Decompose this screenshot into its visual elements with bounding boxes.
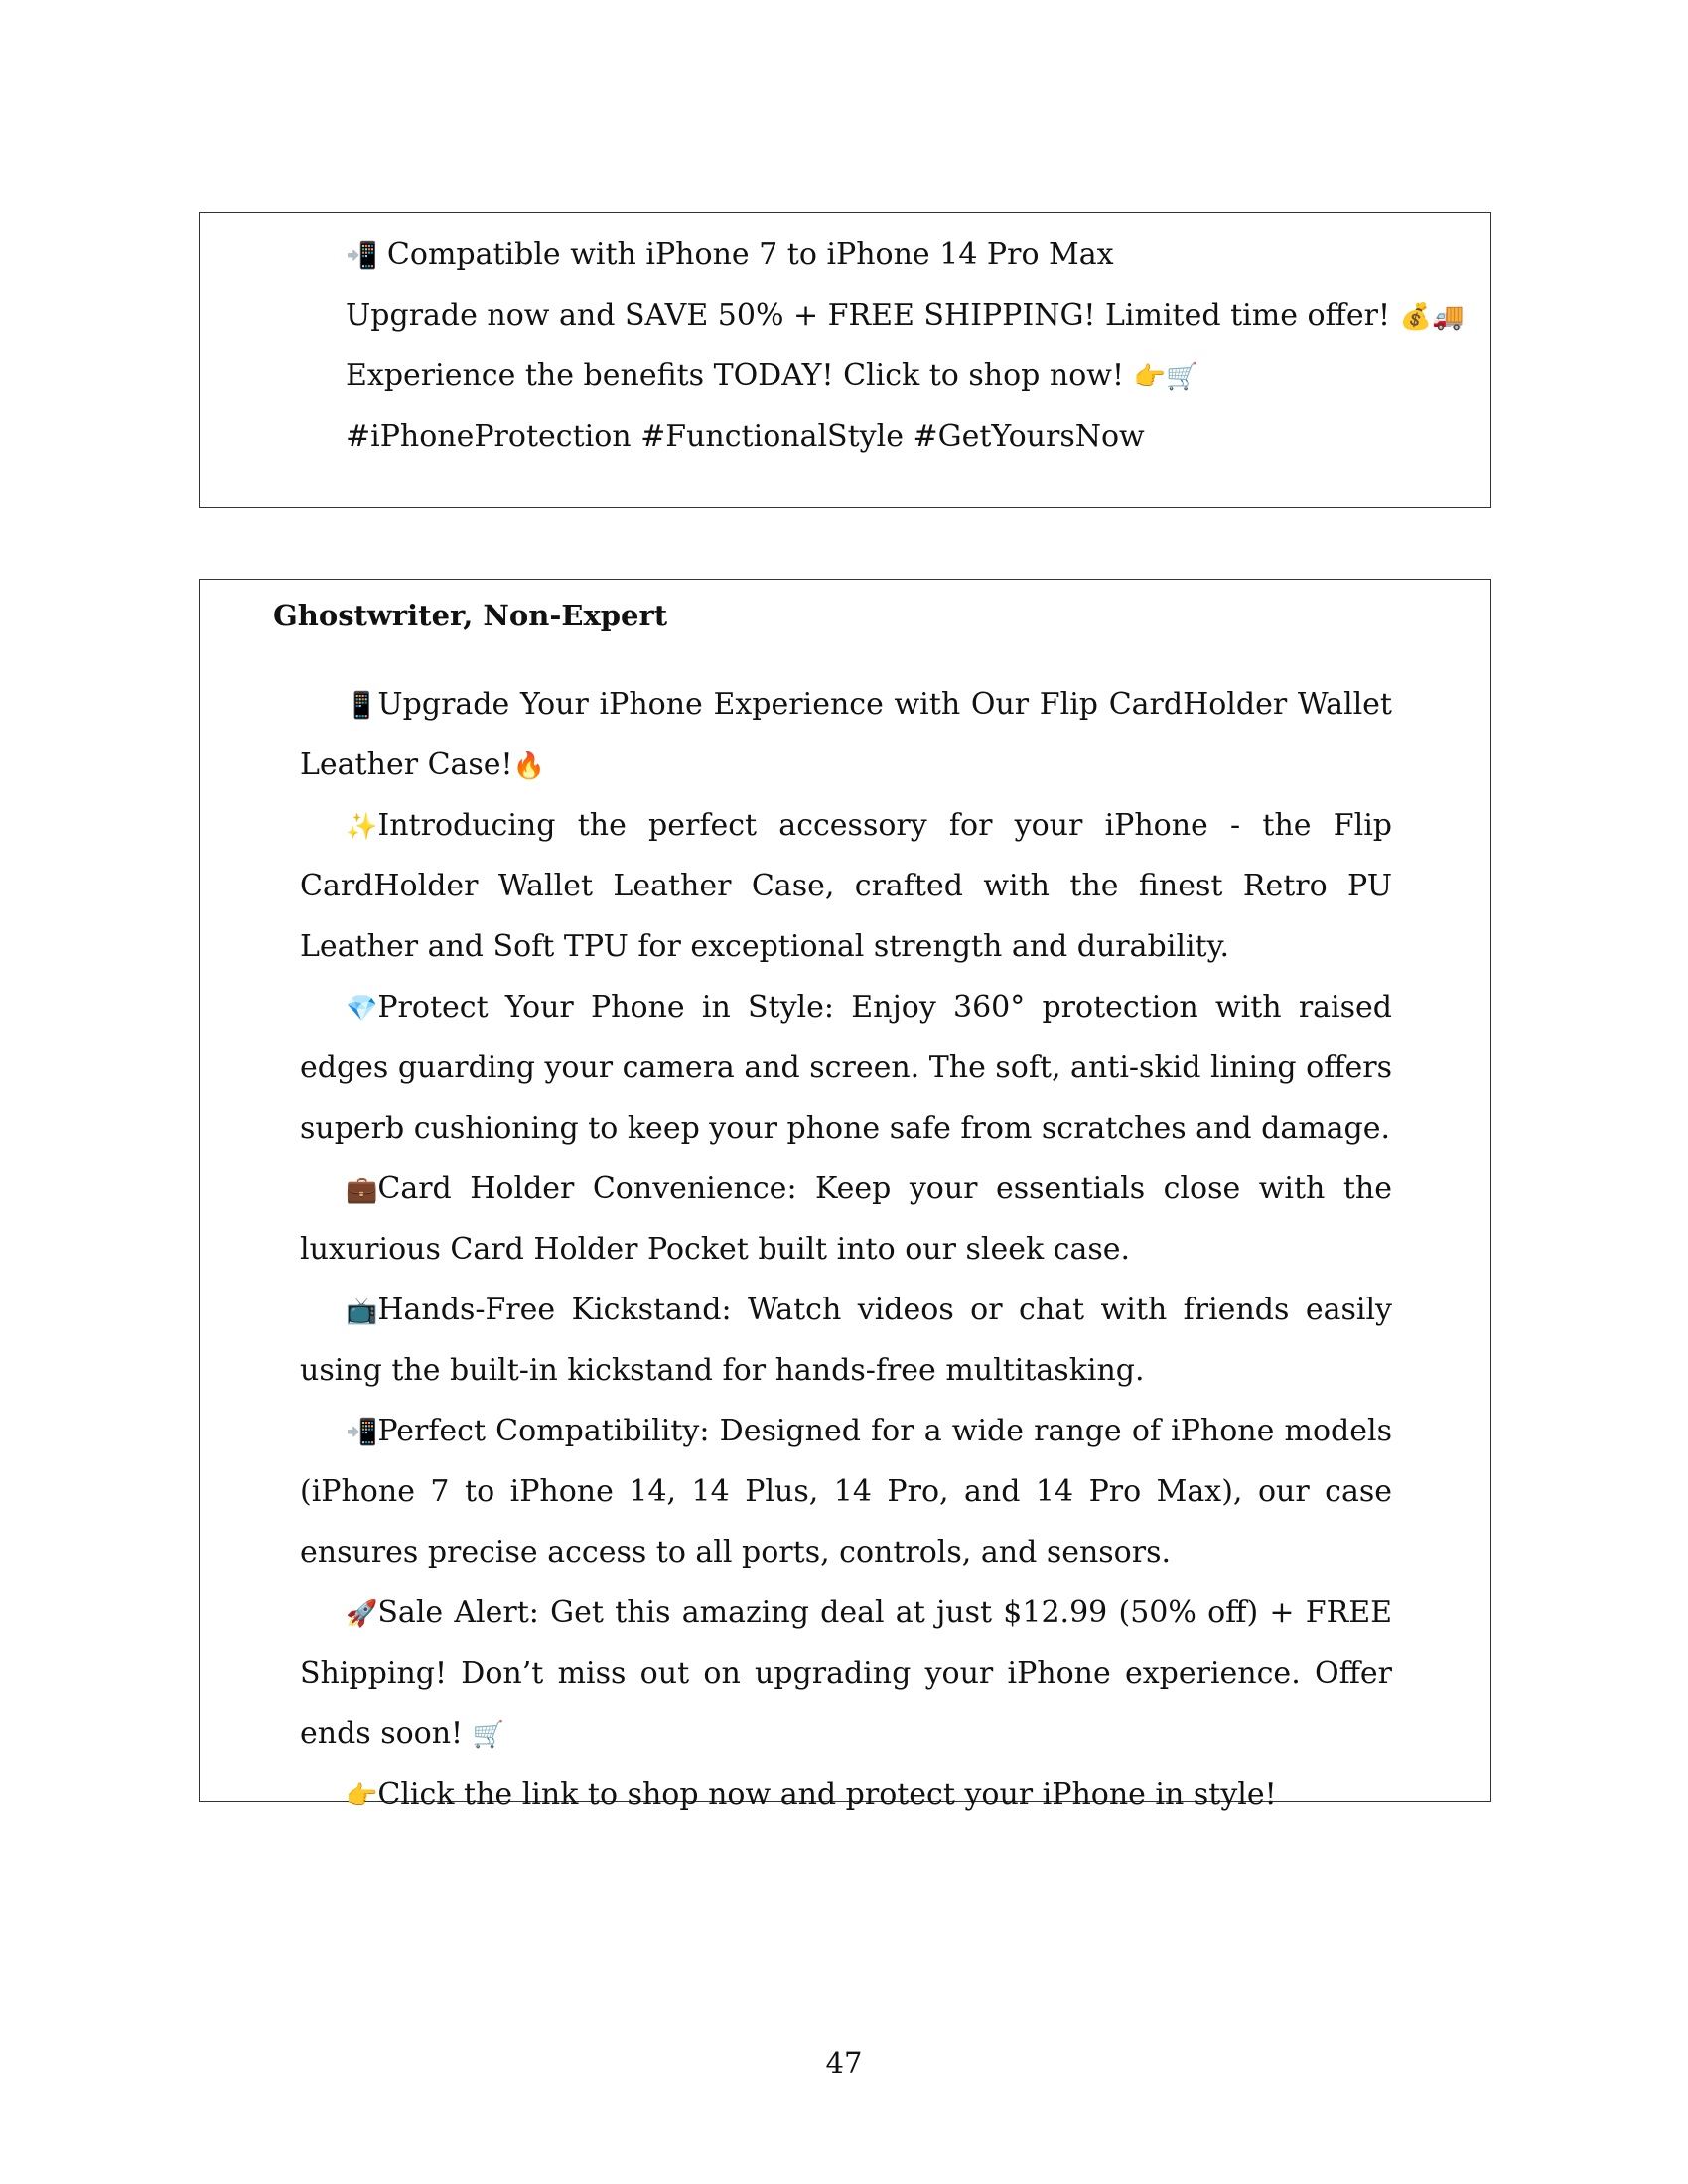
box1-line-text: #iPhoneProtection #FunctionalStyle #GetYoursNow (346, 419, 1145, 454)
cart-icon: 🛒 (472, 1720, 505, 1750)
gem-icon: 💎 (346, 994, 378, 1024)
box1-line (346, 417, 1145, 457)
ad-paragraph (300, 1582, 1392, 1764)
pointing-cart-icon: 👉🛒 (1133, 362, 1198, 392)
ad-paragraph-text: Perfect Compatibility: Designed for a wide range of iPhone models (iPhone 7 to iPhone 14, 14 Plus, 14 Pro, and 14 Pro Max), our case ensures precise access to all ports, controls, and sensors. (300, 1414, 1392, 1570)
box1-line-text: Compatible with iPhone 7 to iPhone 14 Pro Max (386, 237, 1114, 272)
ad-copy (300, 674, 1392, 1825)
ad-paragraph-text: Upgrade Your iPhone Experience with Our Flip CardHolder Wallet Leather Case! (300, 687, 1392, 782)
ad-paragraph (300, 795, 1392, 977)
box1-line (346, 356, 1197, 396)
ad-paragraph-text: Sale Alert: Get this amazing deal at just $12.99 (50% off) + FREE Shipping! Don’t miss out on upgrading your iPhone experience. Offer ends soon! (300, 1595, 1392, 1751)
briefcase-icon: 💼 (346, 1175, 378, 1205)
ad-box-ghostwriter (199, 579, 1491, 1812)
ad-box-continued (199, 212, 1491, 508)
ad-paragraph (300, 1280, 1392, 1401)
box1-line-text: Upgrade now and SAVE 50% + FREE SHIPPING! Limited time offer! (346, 298, 1391, 333)
rocket-icon: 🚀 (346, 1599, 378, 1629)
box-heading: Ghostwriter, Non-Expert (273, 599, 668, 632)
money-truck-icon: 💰🚚 (1399, 302, 1465, 332)
ad-paragraph (300, 1764, 1392, 1825)
box1-line-text: Experience the benefits TODAY! Click to shop now! (346, 358, 1125, 393)
ad-paragraph-text: Card Holder Convenience: Keep your essentials close with the luxurious Card Holder Pocket built into our sleek case. (300, 1171, 1392, 1267)
mobile-arrow-icon: 📲 (346, 1418, 378, 1447)
page-number: 47 (825, 2046, 863, 2080)
box1-line (346, 296, 1464, 336)
box1-line (346, 235, 1114, 275)
television-icon: 📺 (346, 1297, 378, 1326)
ad-paragraph (300, 1159, 1392, 1280)
sparkles-icon: ✨ (346, 812, 378, 842)
ad-paragraph (300, 674, 1392, 795)
ad-paragraph (300, 1401, 1392, 1582)
ad-paragraph-text: Hands-Free Kickstand: Watch videos or chat with friends easily using the built-in kickstand for hands-free multitasking. (300, 1293, 1392, 1388)
ad-paragraph-text: Click the link to shop now and protect your iPhone in style! (377, 1777, 1277, 1812)
ad-paragraph-text: Protect Your Phone in Style: Enjoy 360° protection with raised edges guarding your camera and screen. The soft, anti-skid lining offers superb cushioning to keep your phone safe from scratches and damage. (300, 990, 1392, 1146)
ad-paragraph-text: Introducing the perfect accessory for your iPhone - the Flip CardHolder Wallet Leather Case, crafted with the finest Retro PU Leather and Soft TPU for exceptional strength and durability. (300, 808, 1392, 964)
fire-icon: 🔥 (512, 751, 545, 781)
mobile-phone-icon: 📱 (346, 691, 378, 721)
mobile-arrow-icon: 📲 (346, 241, 378, 271)
pointing-hand-icon: 👉 (346, 1781, 378, 1811)
ad-paragraph (300, 977, 1392, 1159)
